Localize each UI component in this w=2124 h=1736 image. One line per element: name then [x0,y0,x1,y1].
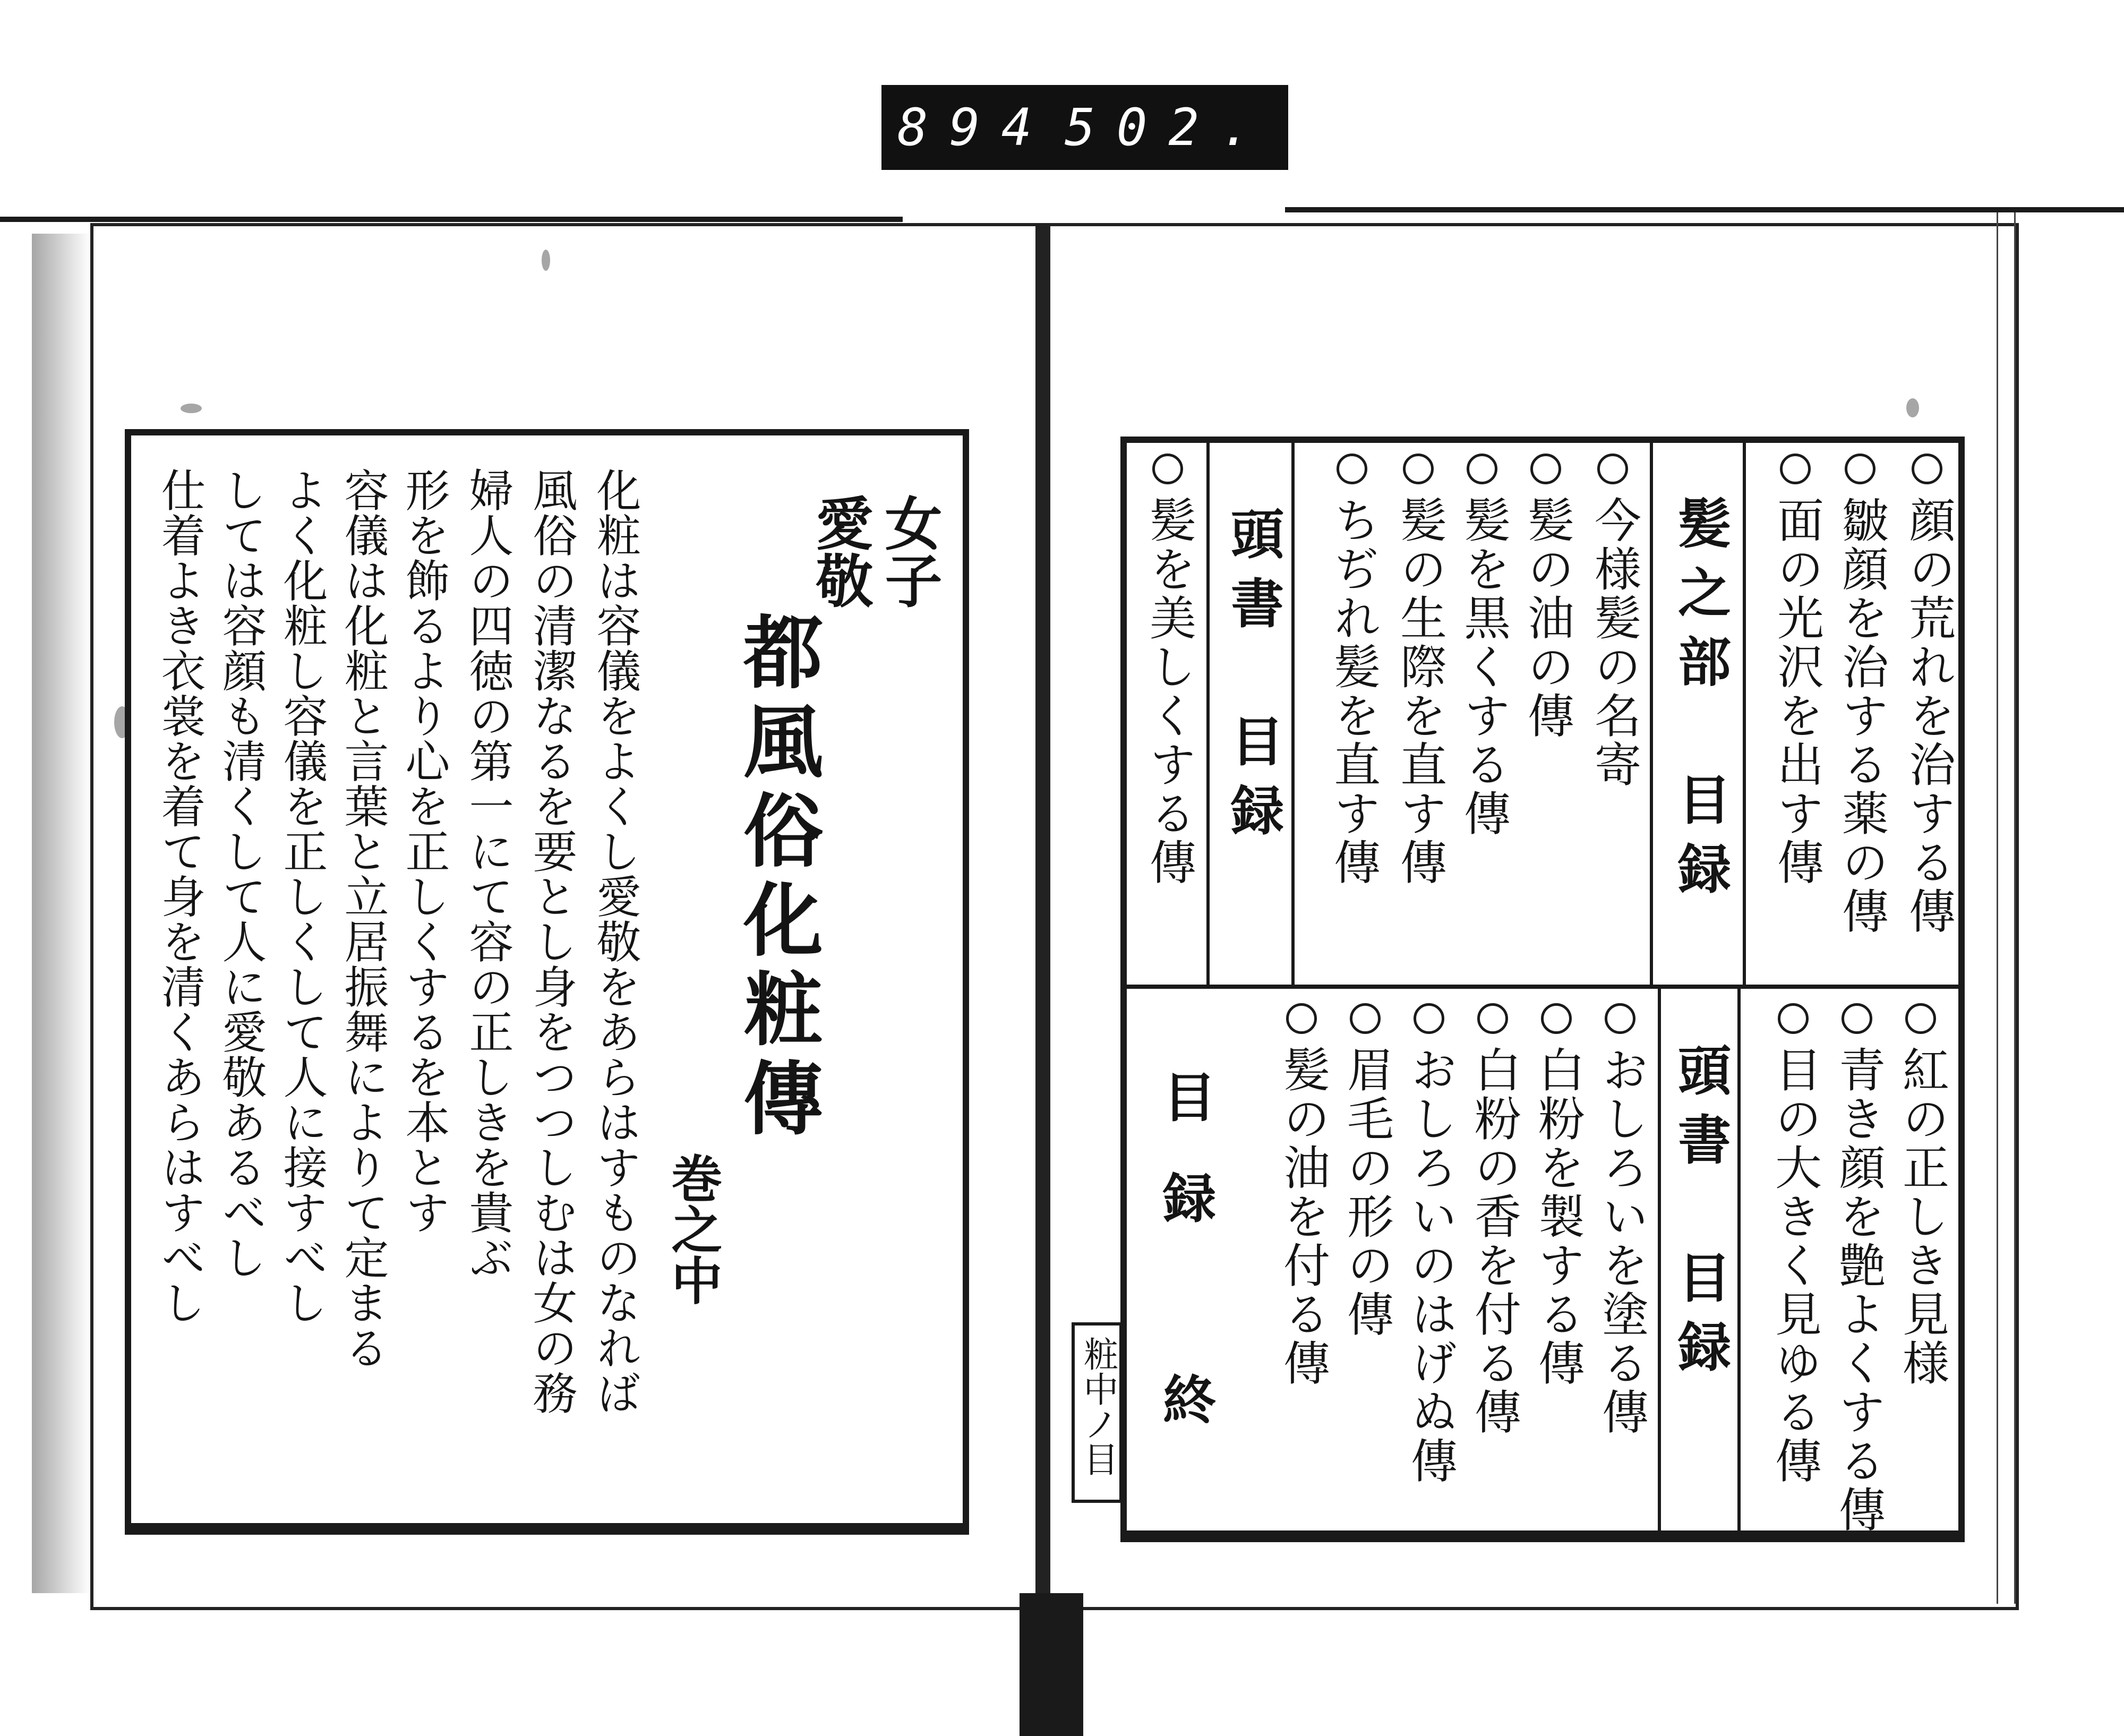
entry-marker-circle [1403,454,1434,484]
section-heading: 頭書 目録 [1222,507,1284,852]
category-line-2: 愛敬 [806,494,873,609]
section-divider [1737,985,1741,1537]
body-column: 風俗の清潔なるを要とし身をつつしむは女の務 [526,467,578,1415]
ink-speck [1906,398,1919,417]
toc-entry: 髪の油の傳 [1520,496,1575,740]
scan-edge-top-left [0,217,903,222]
entry-marker-circle [1845,454,1875,484]
toc-entry: おしろいのはげぬ傳 [1403,1046,1458,1485]
spine-clip [1020,1593,1083,1736]
body-column: 容儀は化粧と言葉と立居振舞によりて定まる [337,467,389,1370]
book-title: 都風俗化粧傳 [730,611,823,1146]
toc-entry: 紅の正しき見様 [1895,1046,1950,1388]
toc-entry: 髪の油を付る傳 [1276,1046,1331,1388]
entry-marker-circle [1414,1003,1444,1034]
volume-label: 巻之中 [663,1152,723,1305]
entry-marker-circle [1780,454,1811,484]
toc-entry: 目の大きく見ゆる傳 [1768,1046,1822,1485]
entry-marker-circle [1597,454,1628,484]
section-heading: 髪之部 目録 [1669,496,1732,910]
entry-marker-circle [1842,1003,1872,1034]
section-divider [1291,443,1295,985]
entry-marker-circle [1286,1003,1317,1034]
band-divider [1127,985,1958,989]
left-page-frame [125,429,969,1535]
section-divider [1650,443,1653,985]
page-shadow [32,234,90,1593]
entry-marker-circle [1477,1003,1508,1034]
toc-entry: ちぢれ髪を直す傳 [1326,496,1381,887]
right-page-frame [1120,437,1965,1542]
toc-entry: 面の光沢を出す傳 [1770,496,1825,887]
entry-marker-circle [1541,1003,1572,1034]
entry-marker-circle [1152,454,1183,484]
toc-entry: 髪の生際を直す傳 [1393,496,1448,887]
body-column: よく化粧し容儀を正しくして人に接すべし [276,467,328,1325]
scan-edge-top-right [1285,207,2124,212]
entry-marker-circle [1605,1003,1635,1034]
section-divider [1743,443,1746,985]
ink-speck [181,404,202,413]
toc-entry: 顔の荒れを治する傳 [1902,496,1956,936]
section-divider [1206,443,1210,985]
category-line-1: 女子 [875,494,942,609]
section-heading: 頭書 目録 [1669,1043,1732,1388]
body-column: 婦人の四徳の第一にて容の正しきを貴ぶ [462,467,514,1280]
entry-marker-circle [1530,454,1561,484]
book-spine [1035,223,1050,1604]
body-column: 仕着よき衣裳を着て身を清くあらはすべし [154,467,206,1325]
entry-marker-circle [1912,454,1942,484]
toc-entry: 髪を美しくする傳 [1142,496,1197,887]
toc-entry: おしろいを塗る傳 [1595,1046,1649,1436]
toc-entry: 今様髪の名寄 [1587,496,1642,789]
catalog-left-number: 894 [897,98,1054,157]
catalog-number-plate [881,85,1288,170]
section-divider [1658,985,1661,1537]
body-column: 形を飾るより心を正しくするを本とす [398,467,450,1235]
toc-end-marker: 目録 終 [1154,1070,1217,1473]
ink-speck [542,250,550,271]
margin-tab [1072,1322,1123,1503]
body-column: しては容顔も清くして人に愛敬あるべし [215,467,267,1280]
toc-entry: 眉毛の形の傳 [1340,1046,1394,1339]
page-edge-stack [1997,212,2016,1604]
entry-marker-circle [1337,454,1367,484]
toc-entry: 髪を黒くする傳 [1457,496,1511,838]
toc-entry: 白粉を製する傳 [1531,1046,1586,1388]
entry-marker-circle [1905,1003,1936,1034]
body-column: 化粧は容儀をよくし愛敬をあらはすものなれば [589,467,641,1415]
entry-marker-circle [1467,454,1497,484]
toc-entry: 皺顔を治する薬の傳 [1835,496,1889,936]
margin-tab-label: 粧中ノ目 [1077,1336,1118,1476]
toc-entry: 白粉の香を付る傳 [1467,1046,1522,1436]
entry-marker-circle [1350,1003,1381,1034]
entry-marker-circle [1778,1003,1809,1034]
toc-entry: 青き顔を艶よくする傳 [1831,1046,1886,1534]
catalog-right-number: 502. [1064,98,1272,157]
